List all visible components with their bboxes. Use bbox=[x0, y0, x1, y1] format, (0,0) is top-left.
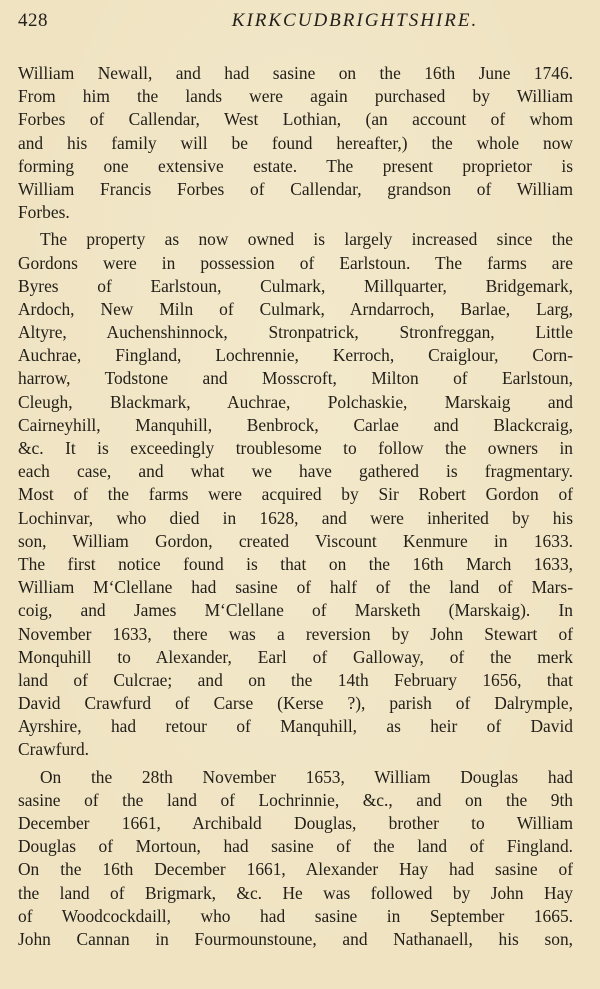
text-line: &c. It is exceedingly troublesome to follow the owners in bbox=[18, 438, 573, 458]
text-line: Forbes of Callendar, West Lothian, (an account of whom bbox=[18, 109, 573, 130]
text-line: John Cannan in Fourmounstoune, and Nathanaell, his son, bbox=[18, 928, 573, 949]
text-line: Most of the farms were acquired by Sir Robert Gordon of bbox=[18, 484, 573, 505]
paragraph bbox=[18, 62, 573, 224]
text-line: Cleugh, Blackmark, Auchrae, Polchaskie, Marskaig and bbox=[18, 391, 573, 412]
text-line: On the 16th December 1661, Alexander Hay had sasine of bbox=[18, 859, 573, 880]
text-line: Byres of Earlstoun, Culmark, Millquarter, Bridgemark, bbox=[18, 275, 573, 296]
text-line: sasine of the land of Lochrinnie, &c., and on the 9th bbox=[18, 789, 573, 810]
text-line: the land of Brigmark, &c. He was followed by John Hay bbox=[18, 882, 573, 903]
text-line: of Woodcockdaill, who had sasine in September 1665. bbox=[18, 905, 573, 926]
text-line: The property as now owned is largely increased since the bbox=[40, 229, 573, 250]
text-line: son, William Gordon, created Viscount Kenmure in 1633. bbox=[18, 530, 573, 551]
text-line: Ardoch, New Miln of Culmark, Arndarroch, Barlae, Larg, bbox=[18, 298, 573, 319]
text-line: and his family will be found hereafter,) the whole now bbox=[18, 132, 573, 153]
text-line: Monquhill to Alexander, Earl of Galloway, of the merk bbox=[18, 646, 573, 667]
text-line: The first notice found is that on the 16th March 1633, bbox=[18, 553, 573, 574]
page-header bbox=[18, 8, 582, 38]
text-line: forming one extensive estate. The present proprietor is bbox=[18, 155, 573, 176]
text-line: Auchrae, Fingland, Lochrennie, Kerroch, Craiglour, Corn- bbox=[18, 345, 573, 366]
text-line: coig, and James M‘Clellane of Marsketh (Marskaig). In bbox=[18, 600, 573, 621]
text-line: Ayrshire, had retour of Manquhill, as heir of David bbox=[18, 716, 573, 737]
text-line: William M‘Clellane had sasine of half of the land of Mars- bbox=[18, 577, 573, 598]
page-number: 428 bbox=[18, 10, 48, 31]
text-line: Forbes. bbox=[18, 202, 70, 223]
text-line: Altyre, Auchenshinnock, Stronpatrick, Stronfreggan, Little bbox=[18, 322, 573, 343]
text-line: Douglas of Mortoun, had sasine of the land of Fingland. bbox=[18, 836, 573, 857]
text-line: December 1661, Archibald Douglas, brother to William bbox=[18, 813, 573, 833]
text-line: Lochinvar, who died in 1628, and were inherited by his bbox=[18, 507, 573, 528]
text-line: each case, and what we have gathered is fragmentary. bbox=[18, 461, 573, 482]
text-line: land of Culcrae; and on the 14th February 1656, that bbox=[18, 669, 573, 690]
text-line: From him the lands were again purchased by William bbox=[18, 86, 573, 107]
body-text bbox=[18, 62, 573, 951]
text-line: William Newall, and had sasine on the 16th June 1746. bbox=[18, 63, 573, 83]
text-line: harrow, Todstone and Mosscroft, Milton of Earlstoun, bbox=[18, 368, 573, 389]
paragraph bbox=[18, 228, 573, 761]
text-line: William Francis Forbes of Callendar, grandson of William bbox=[18, 178, 573, 199]
text-line: November 1633, there was a reversion by John Stewart of bbox=[18, 623, 573, 644]
text-line: Crawfurd. bbox=[18, 739, 89, 760]
text-line: Gordons were in possession of Earlstoun. The farms are bbox=[18, 252, 573, 273]
paragraph bbox=[18, 766, 573, 952]
text-line: On the 28th November 1653, William Douglas had bbox=[40, 766, 573, 787]
running-head: KIRKCUDBRIGHTSHIRE. bbox=[231, 10, 479, 31]
text-line: David Crawfurd of Carse (Kerse ?), parish of Dalrymple, bbox=[18, 693, 573, 714]
text-line: Cairneyhill, Manquhill, Benbrock, Carlae and Blackcraig, bbox=[18, 414, 573, 435]
